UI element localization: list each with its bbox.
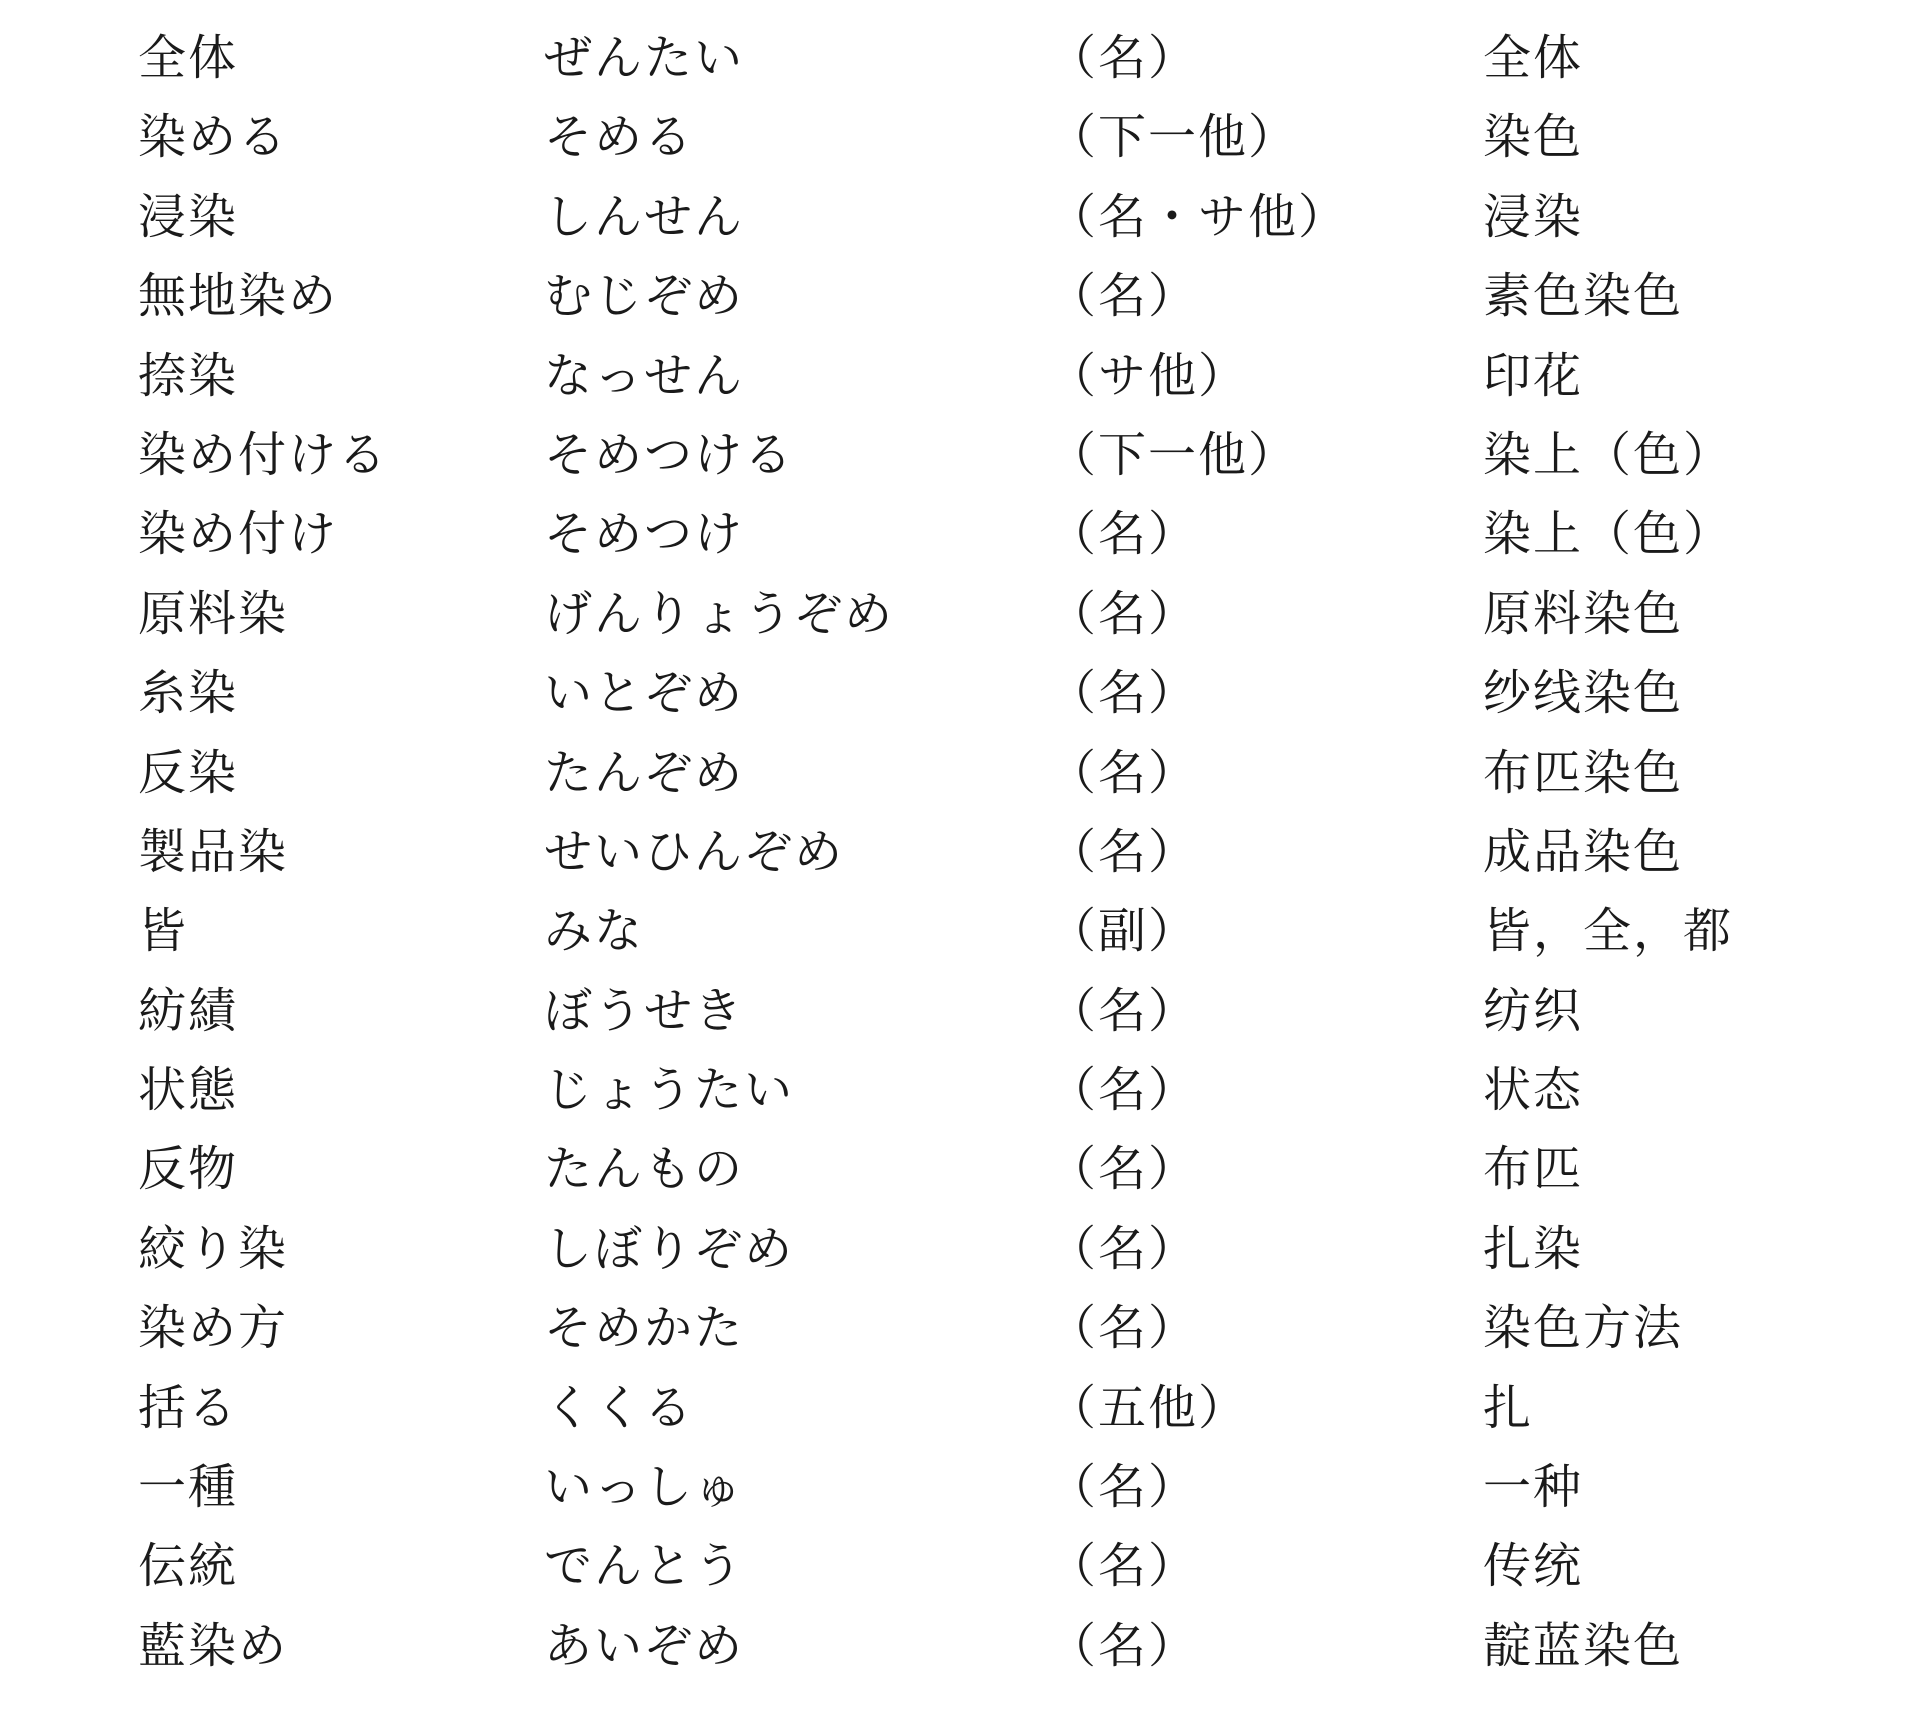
word-reading: そめつけ (544, 506, 745, 563)
word-term: 伝統 (138, 1538, 239, 1595)
vocabulary-row (0, 1530, 1928, 1609)
vocabulary-row (0, 816, 1928, 895)
part-of-speech: （名） (1048, 1538, 1199, 1595)
word-term: 紡績 (138, 982, 239, 1039)
word-reading: じょうたい (544, 1062, 795, 1119)
word-reading: ぜんたい (544, 30, 745, 86)
part-of-speech: （名） (1048, 1141, 1199, 1198)
word-term: 原料染 (138, 585, 289, 642)
word-meaning: 扎 (1483, 1379, 1534, 1436)
word-term: 状態 (138, 1062, 239, 1119)
word-meaning: 一种 (1483, 1459, 1584, 1516)
word-term: 染め方 (138, 1300, 289, 1357)
word-reading: そめつける (544, 426, 795, 483)
vocabulary-row (0, 101, 1928, 180)
word-meaning: 传统 (1483, 1538, 1584, 1595)
word-meaning: 染色 (1483, 109, 1584, 166)
word-meaning: 染色方法 (1483, 1300, 1684, 1357)
part-of-speech: （下一他） (1048, 109, 1299, 166)
vocabulary-row (0, 1213, 1928, 1292)
word-meaning: 成品染色 (1483, 823, 1684, 880)
part-of-speech: （名・サ他） (1048, 188, 1349, 245)
word-term: 染め付け (138, 506, 339, 563)
word-reading: くくる (544, 1379, 695, 1436)
part-of-speech: （名） (1048, 823, 1199, 880)
vocabulary-row (0, 260, 1928, 339)
word-term: 染め付ける (138, 426, 389, 483)
vocabulary-row (0, 895, 1928, 974)
vocabulary-row (0, 737, 1928, 816)
word-meaning: 染上（色） (1483, 426, 1734, 483)
word-reading: げんりょうぞめ (544, 585, 895, 642)
vocabulary-row (0, 181, 1928, 260)
part-of-speech: （名） (1048, 665, 1199, 722)
word-reading: たんぞめ (544, 744, 745, 801)
word-term: 糸染 (138, 665, 239, 722)
word-term: 製品染 (138, 823, 289, 880)
word-term: 反物 (138, 1141, 239, 1198)
vocabulary-row (0, 657, 1928, 736)
word-term: 染める (138, 109, 289, 166)
word-meaning: 状态 (1483, 1062, 1584, 1119)
word-meaning: 纺织 (1483, 982, 1584, 1039)
word-meaning: 布匹染色 (1483, 744, 1684, 801)
word-reading: むじぞめ (544, 268, 745, 325)
word-meaning: 染上（色） (1483, 506, 1734, 563)
word-reading: そめかた (544, 1300, 745, 1357)
word-meaning: 布匹 (1483, 1141, 1584, 1198)
vocabulary-row (0, 578, 1928, 657)
part-of-speech: （名） (1048, 1062, 1199, 1119)
word-term: 皆 (138, 903, 189, 960)
part-of-speech: （名） (1048, 30, 1199, 86)
word-reading: いっしゅ (544, 1459, 745, 1516)
word-reading: あいぞめ (544, 1617, 745, 1674)
vocabulary-row (0, 340, 1928, 419)
word-reading: いとぞめ (544, 665, 745, 722)
word-meaning: 印花 (1483, 347, 1584, 404)
word-term: 反染 (138, 744, 239, 801)
part-of-speech: （名） (1048, 585, 1199, 642)
word-meaning: 靛蓝染色 (1483, 1617, 1684, 1674)
part-of-speech: （名） (1048, 1459, 1199, 1516)
part-of-speech: （副） (1048, 903, 1199, 960)
word-term: 藍染め (138, 1617, 289, 1674)
vocabulary-row (0, 1372, 1928, 1451)
part-of-speech: （名） (1048, 982, 1199, 1039)
part-of-speech: （名） (1048, 506, 1199, 563)
word-reading: なっせん (544, 347, 745, 404)
part-of-speech: （名） (1048, 1300, 1199, 1357)
vocabulary-row (0, 498, 1928, 577)
word-reading: でんとう (544, 1538, 745, 1595)
vocabulary-row (0, 22, 1928, 101)
word-meaning: 扎染 (1483, 1220, 1584, 1277)
word-reading: たんもの (544, 1141, 745, 1198)
vocabulary-row (0, 419, 1928, 498)
part-of-speech: （サ他） (1048, 347, 1249, 404)
word-term: 捺染 (138, 347, 239, 404)
word-reading: せいひんぞめ (544, 823, 845, 880)
vocabulary-row (0, 975, 1928, 1054)
word-term: 全体 (138, 30, 239, 86)
word-meaning: 纱线染色 (1483, 665, 1684, 722)
vocabulary-row (0, 1610, 1928, 1689)
part-of-speech: （名） (1048, 1220, 1199, 1277)
word-meaning: 素色染色 (1483, 268, 1684, 325)
part-of-speech: （名） (1048, 1617, 1199, 1674)
vocabulary-row (0, 1451, 1928, 1530)
word-reading: ぼうせき (544, 982, 745, 1039)
word-meaning: 全体 (1483, 30, 1584, 86)
vocabulary-row (0, 1054, 1928, 1133)
word-term: 括る (138, 1379, 239, 1436)
vocabulary-row (0, 1133, 1928, 1212)
word-term: 一種 (138, 1459, 239, 1516)
word-term: 絞り染 (138, 1220, 289, 1277)
word-meaning: 浸染 (1483, 188, 1584, 245)
word-meaning: 原料染色 (1483, 585, 1684, 642)
part-of-speech: （名） (1048, 744, 1199, 801)
word-reading: みな (544, 903, 645, 960)
word-reading: しぼりぞめ (544, 1220, 795, 1277)
word-meaning: 皆，全，都 (1483, 903, 1734, 960)
vocabulary-row (0, 1292, 1928, 1371)
word-reading: そめる (544, 109, 695, 166)
word-reading: しんせん (544, 188, 745, 245)
word-term: 浸染 (138, 188, 239, 245)
part-of-speech: （五他） (1048, 1379, 1249, 1436)
part-of-speech: （名） (1048, 268, 1199, 325)
part-of-speech: （下一他） (1048, 426, 1299, 483)
vocabulary-list (0, 22, 1928, 1689)
word-term: 無地染め (138, 268, 339, 325)
